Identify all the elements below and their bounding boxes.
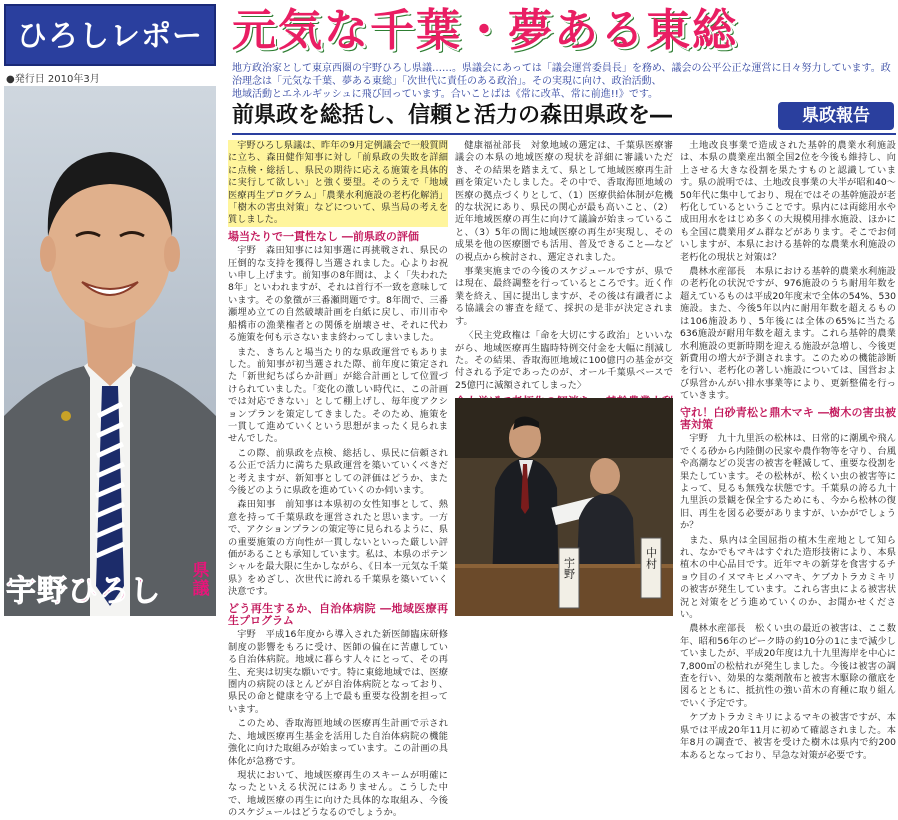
paragraph: ケブカトラカミキリによるマキの被害ですが、本県では平成20年11月に初めて確認されました。本年8月の調査で、被害を受けた樹木は県内で約200本あるとなっており、早急な対策が必要です。 <box>680 712 896 761</box>
divider <box>232 133 896 135</box>
paragraph: 宇野 平成16年度から導入された新医師臨床研修制度の影響をもろに受け、医師の偏在に苦慮している自治体病院。地域に暮らす人々にとって、その再生、充実は切実な願いです。特に東総地域では、医療圏内の病院のほとんどが自治体病院となっており、県民の命と健康を守る上で最も重要な役割を担っています。 <box>228 629 448 715</box>
assembly-photo <box>455 398 673 616</box>
paragraph: 宇野 九十九里浜の松林は、日常的に潮風や飛んでくる砂から内陸側の民家や農作物等を守り、台風や高潮などの災害の被害を軽減して、重要な役割を果たしています。その松林が、松くい虫の被害等によって、見るも無残な状態です。千葉県の誇る九十九里浜の景観を保全するためにも、今から松林の復旧、再生を図る必要がありますが、いかがでしょうか？ <box>680 433 896 532</box>
paragraph: 事業実施までの今後のスケジュールですが、県では現在、最終調整を行っているところです。近く作業を終え、国に提出しますが、その後は有識者による協議会の審査を経て、採択の是非が決定されます。 <box>455 266 673 327</box>
article-column-3 <box>680 140 896 761</box>
intro-line-1: 地方政治家として東京西圏の宇野ひろし県議……。県議会にあっては「議会運営委員長」を務め、議会の公平公正な運営に日々努力しています。政治理念は「元気な千葉、夢ある東総」「次世代に責任のある政治」。その実現に向け、政治活動、 <box>232 63 891 87</box>
placard-left: 宇野 <box>562 557 576 579</box>
paragraph: 土地改良事業で造成された基幹的農業水利施設は、本県の農業産出額全国2位を今後も維持し、向上させる大きな役割を果たすものと認識しています。県の説明では、土地改良事業の大半が昭和40〜50年代に集中しており、現在ではその基幹施設が老朽化しているということです。県内には両総用水や成田用水をはじめ多くの大規模用排水施設、ほかにも全国に農業用ダム群などがあります。そこでお伺いしますが、本県における基幹的な農業水利施設の老朽化の現状と対策は？ <box>680 140 896 263</box>
section-tag: 県政報告 <box>778 102 894 130</box>
assembly-illustration <box>455 398 673 616</box>
masthead-title: ひろしレポー <box>4 4 216 66</box>
article-column-2 <box>455 140 673 392</box>
paragraph: また、県内は全国屈指の植木生産地として知られ、なかでもマキはすぐれた造形技術により、本県植木の中心品目です。近年マキの新芽を食害するチョウ目のイヌマキヒメハマキ、ケブカトラカミキリの被害が発生しています。これら害虫による被害状況と対策をどう進めていくのか、お聞かせください。 <box>680 534 896 621</box>
paragraph: このため、香取海匝地域の医療再生計画で示された、地域医療再生基金を活用した自治体病院の機能強化に向けた取組みが始まっています。この計画の具体化が急務です。 <box>228 718 448 767</box>
paragraph: 農林水産部長 松くい虫の最近の被害は、ここ数年、昭和56年のピーク時の約10分の1にまで減少していましたが、平成20年度は九十九里海岸を中心に7,800㎥の松枯れが発生しました。今後は被害の調査を行い、効果的な薬剤散布と被害木駆除の徹底を図るとともに、抵抗性の強い苗木の育種に取り組んでいく予定です。 <box>680 623 896 709</box>
portrait-photo <box>4 86 216 616</box>
paragraph: この際、前県政を点検、総括し、県民に信頼される公正で活力に満ちた県政運営を築いていくべきだと考えますが、新知事としての評価はどうか、また今後どのように県政を進めていくのか伺います。 <box>228 447 448 496</box>
paragraph: 農林水産部長 本県における基幹的農業水利施設の老朽化の状況ですが、976施設のうち耐用年数を超えているものは平成20年度末で全体の54%、530施設。また、今後5年以内に耐用年数を超えるものは106施設あり、5年後には全体の65%に当たる636施設が耐用年数を超えます。これら基幹的農業水利施設の更新時期を迎える施設が急増し、今後更新費用の増大が予測されます。このための機能診断を行い、老朽化の著しい施設については、国営および県営かんがい排水事業等により、更新整備を行っていきます。 <box>680 266 896 402</box>
section-heading: 場当たりで一貫性なし ―前県政の評価 <box>228 229 419 243</box>
candidate-suffix: 県議 <box>192 561 210 599</box>
section-heading: 守れ！白砂青松と鼎木マキ ―樹木の害虫被害対策 <box>680 405 896 431</box>
intro-text <box>232 62 896 100</box>
headline: 元気な千葉・夢ある東総 <box>232 5 738 56</box>
paragraph: 森田知事 前知事は本県初の女性知事として、熱意を持って千葉県政を運営されたと思います。一方で、アクションプランの策定等に見られるように、県の重要施策の方向性が一貫しないといった厳しい評価があることも承知しています。私は、本県のポテンシャルを最大限に生かしながら、《日本一元気な千葉県》をめざし、次世代に誇れる千葉県を築いていく決意です。 <box>228 499 448 598</box>
lead-paragraph: 宇野ひろし県議は、昨年の9月定例議会で一般質問に立ち、森田健作知事に対し「前県政の失敗を詳細に点検・総括し、県民の期待に応える施策を具体的に実行して欲しい」と強く要望。そのうえで「地域医療再生プログラム」「農業水利施設の老朽化解消」「樹木の害虫対策」などについて、県当局の考えを質しました。 <box>228 140 448 226</box>
paragraph: また、きちんと場当たり的な県政運営でもありました。前知事が初当選された際、前年度に策定された「新世紀ちばらか計画」が総合計画として位置づけられていました。「変化の激しい時代に、この計画では対応できない」として棚上げし、毎年度アクションプランを策定してきました。そのため、施策を一貫して進めていくという思想がまったく見られませんでした。 <box>228 346 448 445</box>
paragraph: 宇野 森田知事には知事選に再挑戦され、県民の圧倒的な支持を獲得し当選されました。心よりお祝い申し上げます。前知事の8年間は、よく「失われた8年」といわれますが、それは首行不一致を意味しています。その象徴が三番瀬問題です。8年間で、三番瀬埋め立ての自然破壊計画を白紙に戻し、市川市や船橋市の漁業権者との関係を崩壊させ、それに代わる施策を何も示さないまま終わってしまいました。 <box>228 245 448 344</box>
section-subhead: 前県政を総括し、信頼と活力の森田県政を― <box>232 103 673 128</box>
issue-date: ●発行日 2010年3月 <box>6 74 100 85</box>
paragraph: 健康福祉部長 対象地域の選定は、千葉県医療審議会の本県の地域医療の現状を詳細に審議いただき、その結果を踏まえて、県として地域医療再生計画を策定いたしました。その中で、香取海匝地域の医療の拠点づくりとして、（1）医療供給体制が危機的な状況にあり、県民の関心が最も高いこと、（2）近年地域医療の再生に向けて議論が始まっていること、（3）5年の間に地域医療の再生が実現し、その成果を他の医療圏でも活用、普及できること―などの視点から検討され、選定されました。 <box>455 140 673 263</box>
portrait-illustration <box>4 86 216 616</box>
candidate-name: 宇野ひろし <box>6 574 161 609</box>
placard-right: 中村 <box>644 547 658 569</box>
section-heading: どう再生するか、自治体病院 ―地域医療再生プログラム <box>228 601 448 628</box>
intro-line-2: 地域活動とエネルギッシュに飛び回っています。合いことばは《常に改革、常に前進!!》です。 <box>232 89 659 100</box>
paragraph: 現状において、地域医療再生のスキームが明確になったといえる状況にはありません。こうした中で、地域医療の再生に向けた具体的な取組み、今後のスケジュールはどうなるのでしょうか。 <box>228 769 448 819</box>
article-column-1 <box>228 140 448 819</box>
paragraph: 〈民主党政権は「命を大切にする政治」といいながら、地域医療再生臨時特例交付金を大幅に削減した。その結果、香取海匝地域に100億円の基金が交付される予定であったのが、オール千葉県ベースで25億円に減額されてしまった〉 <box>455 330 673 391</box>
